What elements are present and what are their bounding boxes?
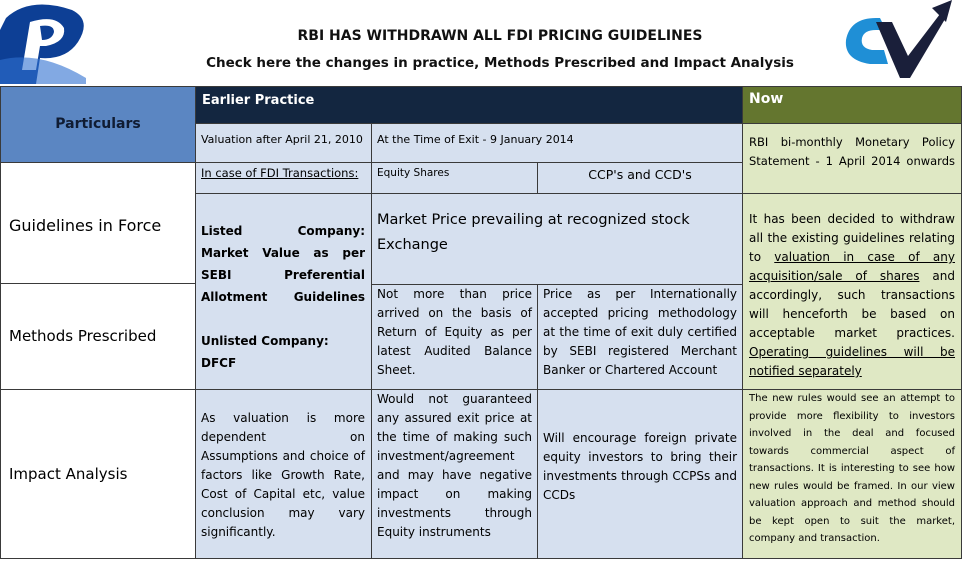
- now-header: [742, 86, 962, 124]
- company-logo-left: [0, 0, 86, 84]
- impact-now-text: The new rules would see an attempt to provide more flexibility to investors involved in the deal and focused towards commercial aspect of transactions. It is interesting to see how new rules would be framed. In our view valuation approach and method should be kept open to suit the market, company and transaction.: [749, 393, 955, 544]
- impact-ccps-cell: [537, 389, 743, 559]
- guidelines-label: Guidelines in Force: [9, 215, 162, 235]
- rbi-statement-cell: [742, 123, 962, 194]
- rbi-statement-text: RBI bi-monthly Monetary Policy Statement - 1 April 2014 onwards: [749, 135, 955, 168]
- company-logo-right: [836, 0, 960, 84]
- row-label-guidelines: [0, 162, 196, 284]
- now-guidelines-text: It has been decided to withdraw all the existing guidelines relating to valuation in case of any acquisition/sale of shares and accordingly, such transactions will henceforth be based on acceptable market practices. Operating guidelines will be notified separately: [749, 212, 955, 378]
- equity-shares-text: Equity Shares: [377, 167, 450, 179]
- unlisted-company-text: Unlisted Company: DFCF: [201, 334, 329, 370]
- row-label-impact: [0, 389, 196, 559]
- market-price-cell: [371, 193, 743, 285]
- methods-equity-text: Not more than price arrived on the basis of Return of Equity as per latest Audited Balance Sheet.: [377, 287, 532, 377]
- particulars-label: Particulars: [55, 116, 141, 132]
- valuation-after-cell: [195, 123, 372, 163]
- page-title: RBI HAS WITHDRAWN ALL FDI PRICING GUIDELINES: [297, 28, 703, 44]
- time-of-exit-text: At the Time of Exit - 9 January 2014: [377, 133, 574, 146]
- now-label: Now: [749, 91, 784, 107]
- impact-ccps-text: Will encourage foreign private equity investors to bring their investments through CCPSs and CCDs: [543, 431, 737, 502]
- impact-equity-cell: [371, 389, 538, 559]
- page-subtitle: Check here the changes in practice, Methods Prescribed and Impact Analysis: [206, 55, 794, 71]
- row-label-methods: [0, 283, 196, 390]
- now-guidelines-cell: [742, 193, 962, 390]
- impact-now-cell: [742, 389, 962, 559]
- earlier-practice-label: Earlier Practice: [202, 93, 315, 108]
- impact-earlier-cell: [195, 389, 372, 559]
- fdi-transactions-cell: [195, 162, 372, 194]
- ccps-ccds-text: CCP's and CCD's: [588, 167, 692, 182]
- methods-ccps-cell: [537, 284, 743, 390]
- checkmark-logo-icon: [836, 0, 960, 84]
- listed-company-text: Listed Company: Market Value as per SEBI Preferential Allotment Guidelines: [201, 224, 365, 304]
- impact-earlier-text: As valuation is more dependent on Assumptions and choice of factors like Growth Rate, Cost of Capital etc, value conclusion may vary significantly.: [201, 411, 365, 539]
- p-logo-icon: [0, 0, 86, 84]
- impact-equity-text: Would not guaranteed any assured exit price at the time of making such investment/agreement and may have negative impact on making investments through Equity instruments: [377, 392, 532, 539]
- impact-label: Impact Analysis: [9, 464, 128, 483]
- ccps-ccds-cell: [537, 162, 743, 194]
- fdi-transactions-text: In case of FDI Transactions:: [201, 166, 359, 180]
- methods-label: Methods Prescribed: [9, 327, 157, 345]
- listed-unlisted-cell: [195, 193, 372, 390]
- earlier-practice-header: [195, 86, 743, 124]
- time-of-exit-cell: [371, 123, 743, 163]
- valuation-after-text: Valuation after April 21, 2010: [201, 133, 363, 146]
- methods-equity-cell: [371, 284, 538, 390]
- methods-ccps-text: Price as per Internationally accepted pricing methodology at the time of exit duly certified by SEBI registered Merchant Banker or Chartered Account: [543, 287, 737, 377]
- particulars-header: [0, 86, 196, 163]
- market-price-text: Market Price prevailing at recognized stock Exchange: [377, 212, 690, 253]
- equity-shares-cell: [371, 162, 538, 194]
